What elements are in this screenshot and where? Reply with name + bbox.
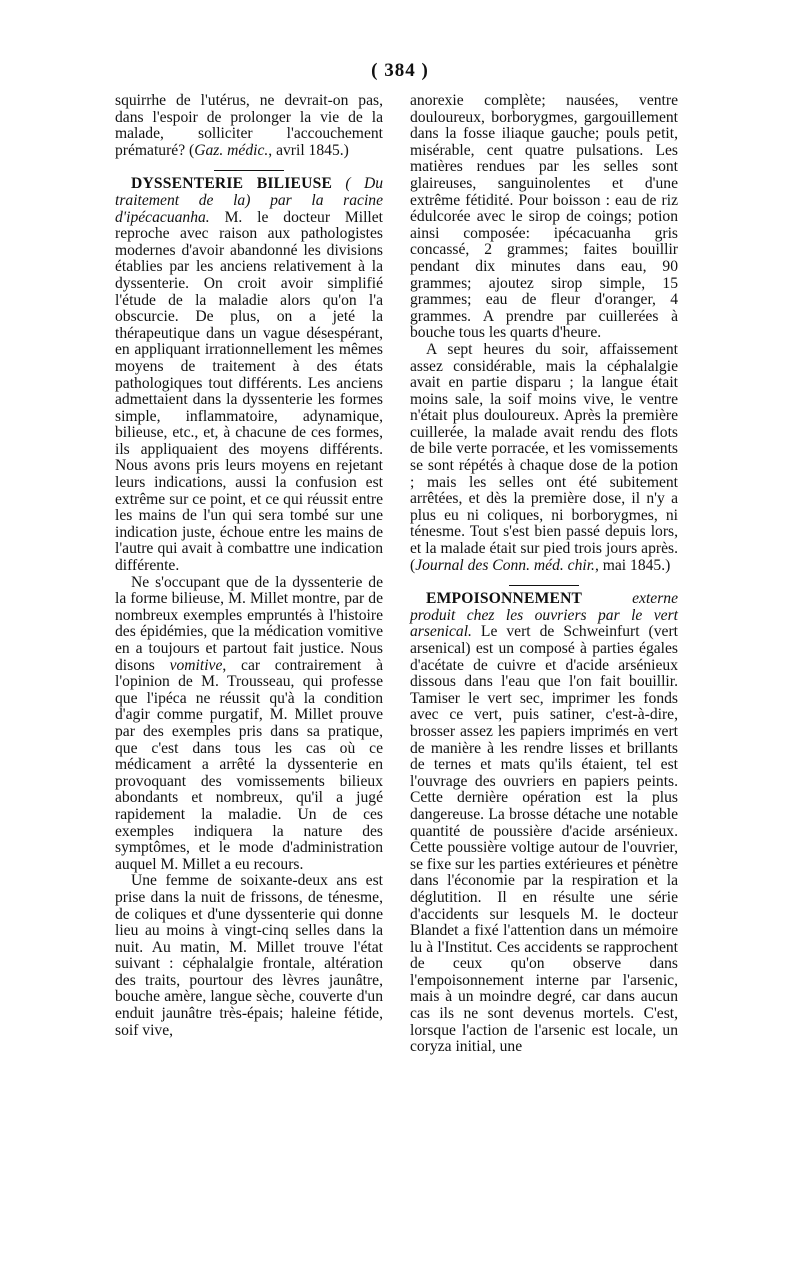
paragraph-continuation: anorexie complète; nausées, ventre douloureux, borborygmes, gargouillement dans la fosse iliaque gauche; pouls petit, misérable, cent quatre pulsations. Les matières rendues par les selles sont glaireuses, sanguinolentes et d'une extrême fétidité. Pour boisson : eau de riz édulcorée avec le sirop de coings; potion ainsi composée: ipécacuanha gris concassé, 2 grammes; faites bouillir pendant dix minutes dans eau, 90 grammes; ajoutez sirop simple, 15 grammes; eau de fleur d'oranger, 4 grammes. A prendre par cuillerées à bouche tous les quarts d'heure. (410, 92, 678, 342)
section-divider (214, 170, 284, 171)
source-citation: Journal des Conn. méd. chir. (415, 556, 595, 574)
article-title: DYSSENTERIE BILIEUSE (131, 175, 333, 193)
paragraph: Une femme de soixante-deux ans est prise dans la nuit de frissons, de ténesme, de coliques et d'une dyssenterie qui donne lieu au moins à vingt-cinq selles dans la nuit. Au matin, M. Millet trouve l'état suivant : céphalalgie frontale, altération des traits, pourtour des lèvres jaunâtre, bouche amère, langue sèche, couverte d'un enduit jaunâtre très-épais; haleine fétide, soif vive, (115, 872, 383, 1039)
paragraph: A sept heures du soir, affaissement assez considérable, mais la céphalalgie avait en partie disparu ; la langue était moins sale, la soif moins vive, le ventre n'était plus douloureux. Après la première cuillerée, la malade avait rendu des flots de bile verte porracée, et les vomissements se sont répétés à chaque dose de la potion ; mais les selles ont été subitement arrêtées, et dès la première dose, il n'y a plus eu ni coliques, ni borborygmes, ni ténesme. Tout s'est bien passé depuis lors, et la malade était sur pied trois jours après. (Journal des Conn. méd. chir., mai 1845.) (410, 340, 678, 574)
source-citation: Gaz. médic. (194, 141, 269, 159)
emphasis: vomitive (169, 656, 223, 674)
paragraph: Ne s'occupant que de la dyssenterie de la forme bilieuse, M. Millet montre, par de nombreux exemples empruntés à l'histoire des épidémies, que la médication vomitive en a toujours et partout fait justice. Nous disons vomitive, car contrairement à l'opinion de M. Trousseau, qui professe que l'ipéca ne réussit qu'à la condition d'agir comme purgatif, M. Millet prouve par des exemples pris dans sa pratique, que c'est dans tous les cas où ce médicament a arrêté la dyssenterie en provoquant des vomissements bilieux abondants et nombreux, qu'il a jugé rapidement la maladie. Un de ces exemples indiquera la nature des symptômes, et le mode d'administration auquel M. Millet a eu recours. (115, 573, 383, 873)
article-title: EMPOISONNEMENT (426, 590, 583, 608)
article-subtitle: ( Du traitement de la) par la racine d'ipécacuanha. (115, 175, 384, 226)
right-column (410, 93, 678, 1056)
article-empoisonnement: EMPOISONNEMENT externe produit chez les ouvriers par le vert arsenical. Le vert de Schweinfurt (vert arsenical) est un composé à parties égales d'acétate de cuivre et d'acide arsénieux dissous dans l'eau que l'on fait bouillir. Tamiser le vert sec, imprimer les fonds avec ce vert, puis satiner, c'est-à-dire, brosser assez les papiers imprimés en vert de manière à les rendre lisses et brillants de ternes et mats qu'ils étaient, tel est l'ouvrage des ouvriers en papiers peints. Cette dernière opération est la plus dangereuse. La brosse détache une notable quantité de poussière d'acide arsénieux. Cette poussière voltige autour de l'ouvrier, se fixe sur les parties extérieures et pénètre dans l'économie par la respiration et la déglutition. Il en résulte une série d'accidents sur lesquels M. le docteur Blandet a fixé l'attention dans un mémoire lu à l'Institut. Ces accidents se rapprochent de ceux qu'on observe dans l'empoisonnement interne par l'arsenic, mais à un moindre degré, car dans aucun cas ils ne sont devenus mortels. C'est, lorsque l'action de l'arsenic est locale, un coryza initial, une (410, 590, 679, 1056)
article-subtitle: externe produit chez les ouvriers par le vert arsenical. (410, 590, 678, 641)
paragraph-continuation: squirrhe de l'utérus, ne devrait-on pas, dans l'espoir de prolonger la vie de la malade, solliciter l'accouchement prématuré? (Gaz. médic., avril 1845.) (115, 92, 383, 159)
left-column (115, 93, 383, 1039)
article-dyssenterie: DYSSENTERIE BILIEUSE ( Du traitement de la) par la racine d'ipécacuanha. M. le docteur Millet reproche avec raison aux pathologistes modernes d'avoir abandonné les divisions établies par les anciens relativement à la dyssenterie. On croit avoir simplifié l'étude de la maladie alors qu'on l'a obscurcie. De plus, on a jeté la thérapeutique dans un vague désespérant, en appliquant irrationnellement les mêmes moyens de traitement à des états pathologiques tout différents. Les anciens admettaient dans la dyssenterie les formes simple, inflammatoire, adynamique, bilieuse, etc., et, à chacune de ces formes, ils appliquaient des moyens différents. Nous avons pris leurs moyens en rejetant leurs indications, aussi la confusion est extrême sur ce point, et ce qui réussit entre les mains de l'un qui sera tombé sur une indication juste, échoue entre les mains de l'autre qui avait à combattre une indication différente. (115, 175, 384, 575)
section-divider (509, 585, 579, 586)
page-number: ( 384 ) (371, 60, 429, 81)
